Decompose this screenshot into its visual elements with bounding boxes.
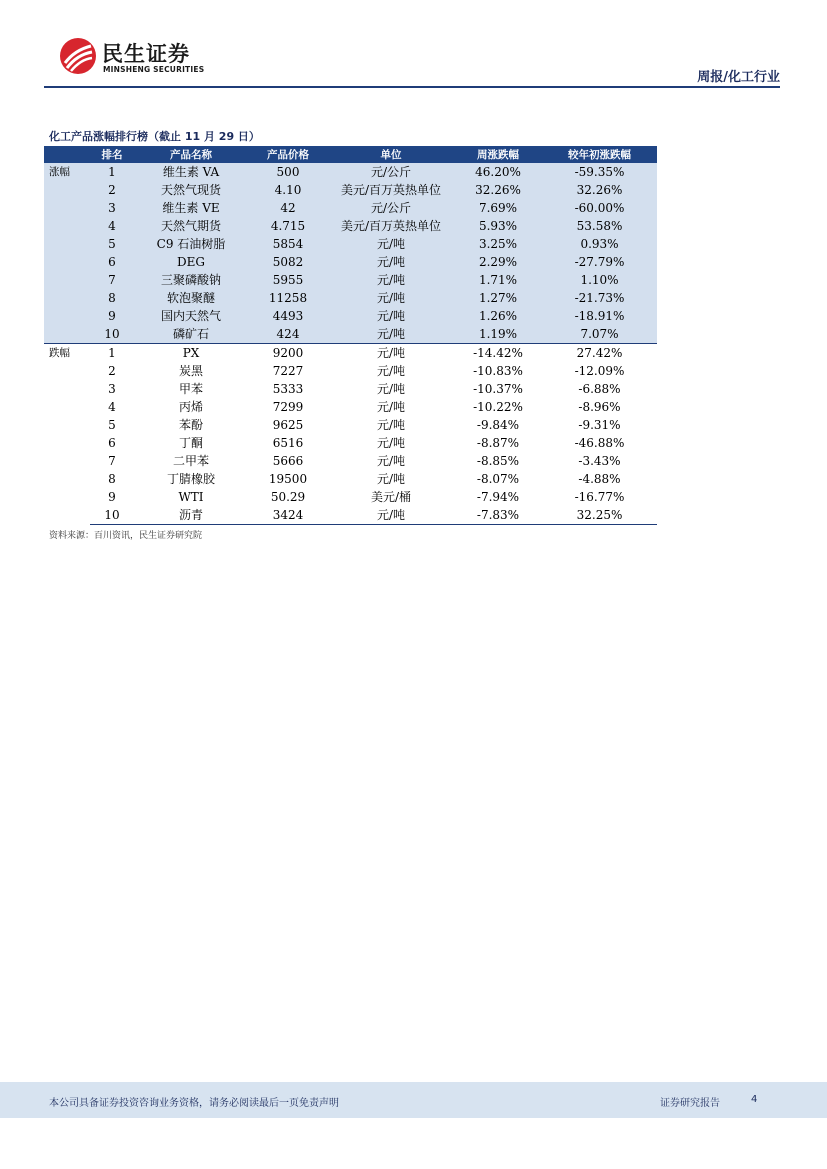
rank-cell: 2	[108, 183, 116, 197]
product-name-cell: 甲苯	[178, 382, 203, 396]
column-header: 周涨跌幅	[477, 149, 519, 161]
rank-cell: 4	[108, 219, 116, 233]
price-cell: 19500	[268, 472, 308, 486]
table-row	[44, 289, 657, 307]
weekly-change-cell: 3.25%	[478, 237, 518, 251]
document-type: 周报/化工行业	[697, 70, 780, 85]
product-name-cell: 维生素 VE	[162, 201, 220, 215]
product-name-cell: 丁酮	[178, 436, 203, 450]
column-header: 较年初涨跌幅	[568, 149, 631, 161]
table-row	[44, 253, 657, 271]
rank-cell: 7	[108, 273, 116, 287]
unit-cell: 元/吨	[376, 309, 406, 323]
rank-cell: 5	[108, 237, 116, 251]
table-row	[44, 344, 657, 363]
table-row	[44, 434, 657, 452]
price-cell: 11258	[268, 291, 308, 305]
product-name-cell: 沥青	[134, 506, 248, 525]
price-cell: 9625	[272, 418, 304, 432]
unit-cell: 元/吨	[376, 273, 406, 287]
weekly-change-cell: -9.84%	[476, 418, 520, 432]
ytd-change-cell: 32.25%	[542, 506, 657, 525]
unit-cell: 元/公斤	[370, 201, 412, 215]
rank-cell: 9	[108, 490, 116, 504]
footer-disclaimer: 本公司具备证券投资咨询业务资格，请务必阅读最后一页免责声明	[49, 1098, 339, 1109]
unit-cell: 元/吨	[376, 237, 406, 251]
product-name-cell: 二甲苯	[172, 454, 209, 468]
rank-cell: 6	[108, 255, 116, 269]
product-name-cell: 丁腈橡胶	[166, 472, 215, 486]
group-label: 跌幅	[44, 344, 90, 525]
weekly-change-cell: -8.85%	[476, 454, 520, 468]
product-name-cell: 炭黑	[178, 364, 203, 378]
unit-cell: 美元/百万英热单位	[340, 219, 442, 233]
unit-cell: 元/吨	[376, 327, 406, 341]
table-row	[44, 380, 657, 398]
rank-cell: 2	[108, 364, 116, 378]
table-row	[44, 307, 657, 325]
footer-report-type: 证券研究报告	[660, 1098, 720, 1109]
product-name-cell: 国内天然气	[160, 309, 221, 323]
ytd-change-cell: -3.43%	[578, 454, 621, 468]
price-cell: 4.715	[270, 219, 306, 233]
price-cell: 424	[276, 327, 300, 341]
table-row	[44, 235, 657, 253]
unit-cell: 元/吨	[376, 454, 406, 468]
column-header: 排名	[101, 149, 123, 161]
product-name-cell: PX	[134, 344, 248, 363]
product-name-cell: 维生素 VA	[162, 165, 220, 179]
product-name-cell: DEG	[177, 255, 205, 269]
ytd-change-cell: 27.42%	[542, 344, 657, 363]
unit-cell: 元/吨	[376, 472, 406, 486]
unit-cell: 元/吨	[376, 291, 406, 305]
column-header	[44, 146, 90, 163]
table-row	[44, 488, 657, 506]
price-cell: 42	[280, 201, 296, 215]
table-row	[44, 271, 657, 289]
rank-cell: 4	[108, 400, 116, 414]
price-cell: 9200	[248, 344, 328, 363]
weekly-change-cell: -8.07%	[476, 472, 520, 486]
ytd-change-cell: -18.91%	[574, 309, 625, 323]
price-cell: 4.10	[274, 183, 302, 197]
weekly-change-cell: 7.69%	[478, 201, 518, 215]
table-row	[44, 362, 657, 380]
weekly-change-cell: -10.83%	[473, 364, 523, 378]
price-cell: 7299	[272, 400, 304, 414]
ytd-change-cell: 1.10%	[580, 273, 619, 287]
logo-english-name: MINSHENG SECURITIES	[103, 65, 205, 74]
unit-cell: 元/吨	[376, 364, 406, 378]
price-cell: 4493	[272, 309, 304, 323]
price-cell: 5955	[272, 273, 304, 287]
product-name-cell: WTI	[178, 490, 204, 504]
price-cell: 5333	[272, 382, 304, 396]
rank-cell: 8	[108, 472, 116, 486]
rank-cell: 1	[108, 165, 116, 179]
table-row	[44, 506, 657, 525]
price-cell: 6516	[272, 436, 304, 450]
minsheng-logo-icon	[59, 37, 97, 75]
product-name-cell: 丙烯	[178, 400, 203, 414]
ytd-change-cell: -12.09%	[574, 364, 625, 378]
weekly-change-cell: 2.29%	[478, 255, 518, 269]
weekly-change-cell: 46.20%	[475, 165, 521, 179]
ytd-change-cell: -46.88%	[574, 436, 625, 450]
rank-cell: 1	[90, 344, 134, 363]
product-name-cell: 磷矿石	[172, 327, 209, 341]
product-name-cell: 软泡聚醚	[166, 291, 215, 305]
table-row	[44, 199, 657, 217]
weekly-change-cell: 1.19%	[478, 327, 518, 341]
rank-cell: 6	[108, 436, 116, 450]
rank-cell: 5	[108, 418, 116, 432]
unit-cell: 美元/桶	[370, 490, 412, 504]
table-row	[44, 325, 657, 344]
weekly-change-cell: -10.37%	[473, 382, 523, 396]
ytd-change-cell: -59.35%	[574, 165, 625, 179]
unit-cell: 美元/百万英热单位	[340, 183, 442, 197]
ytd-change-cell: 0.93%	[580, 237, 619, 251]
ytd-change-cell: -16.77%	[574, 490, 625, 504]
rank-cell: 3	[108, 382, 116, 396]
table-row	[44, 217, 657, 235]
product-name-cell: 天然气现货	[160, 183, 221, 197]
product-name-cell: 天然气期货	[160, 219, 221, 233]
unit-cell: 元/吨	[376, 400, 406, 414]
table-row	[44, 398, 657, 416]
weekly-change-cell: -7.83%	[454, 506, 542, 525]
ytd-change-cell: -9.31%	[578, 418, 621, 432]
product-name-cell: C9 石油树脂	[156, 237, 226, 251]
unit-cell: 元/吨	[376, 255, 406, 269]
ytd-change-cell: -60.00%	[574, 201, 625, 215]
price-cell: 7227	[272, 364, 304, 378]
page-number: 4	[751, 1094, 758, 1105]
price-cell: 5666	[272, 454, 304, 468]
price-cell: 5082	[272, 255, 304, 269]
product-name-cell: 三聚磷酸钠	[160, 273, 221, 287]
ytd-change-cell: -21.73%	[574, 291, 625, 305]
ytd-change-cell: 53.58%	[576, 219, 623, 233]
table-header-row	[44, 146, 657, 163]
weekly-change-cell: 5.93%	[478, 219, 518, 233]
weekly-change-cell: 1.71%	[478, 273, 518, 287]
ranking-table	[44, 146, 657, 525]
ytd-change-cell: 7.07%	[580, 327, 619, 341]
logo-chinese-name: 民生证券	[102, 42, 190, 66]
unit-cell: 元/吨	[376, 382, 406, 396]
ytd-change-cell: 32.26%	[576, 183, 623, 197]
page-footer	[0, 1082, 827, 1118]
weekly-change-cell: 1.26%	[478, 309, 518, 323]
ranking-table-container	[44, 146, 657, 525]
ytd-change-cell: -6.88%	[578, 382, 621, 396]
column-header: 产品价格	[267, 149, 309, 161]
source-note: 资料来源：百川资讯，民生证券研究院	[49, 531, 203, 541]
unit-cell: 元/吨	[376, 436, 406, 450]
unit-cell: 元/公斤	[370, 165, 412, 179]
table-row	[44, 181, 657, 199]
rank-cell: 3	[108, 201, 116, 215]
header-divider	[44, 86, 780, 88]
unit-cell: 元/吨	[328, 344, 454, 363]
price-cell: 5854	[272, 237, 304, 251]
unit-cell: 元/吨	[328, 506, 454, 525]
product-name-cell: 苯酚	[178, 418, 203, 432]
table-row	[44, 416, 657, 434]
rank-cell: 10	[90, 506, 134, 525]
unit-cell: 元/吨	[376, 418, 406, 432]
column-header: 单位	[380, 149, 402, 161]
rank-cell: 9	[108, 309, 116, 323]
ytd-change-cell: -8.96%	[578, 400, 621, 414]
column-header: 产品名称	[170, 149, 212, 161]
table-row	[44, 452, 657, 470]
company-logo	[59, 37, 219, 81]
ytd-change-cell: -27.79%	[574, 255, 625, 269]
rank-cell: 10	[104, 327, 120, 341]
group-label: 涨幅	[49, 166, 70, 178]
table-row	[44, 163, 657, 181]
table-body	[44, 163, 657, 525]
price-cell: 500	[276, 165, 300, 179]
table-title: 化工产品涨幅排行榜（截止 11 月 29 日）	[49, 130, 260, 143]
price-cell: 50.29	[270, 490, 306, 504]
weekly-change-cell: -14.42%	[454, 344, 542, 363]
price-cell: 3424	[248, 506, 328, 525]
ytd-change-cell: -4.88%	[578, 472, 621, 486]
weekly-change-cell: 32.26%	[475, 183, 521, 197]
weekly-change-cell: -10.22%	[473, 400, 523, 414]
rank-cell: 7	[108, 454, 116, 468]
weekly-change-cell: -8.87%	[476, 436, 520, 450]
weekly-change-cell: 1.27%	[478, 291, 518, 305]
rank-cell: 8	[108, 291, 116, 305]
table-row	[44, 470, 657, 488]
weekly-change-cell: -7.94%	[476, 490, 520, 504]
